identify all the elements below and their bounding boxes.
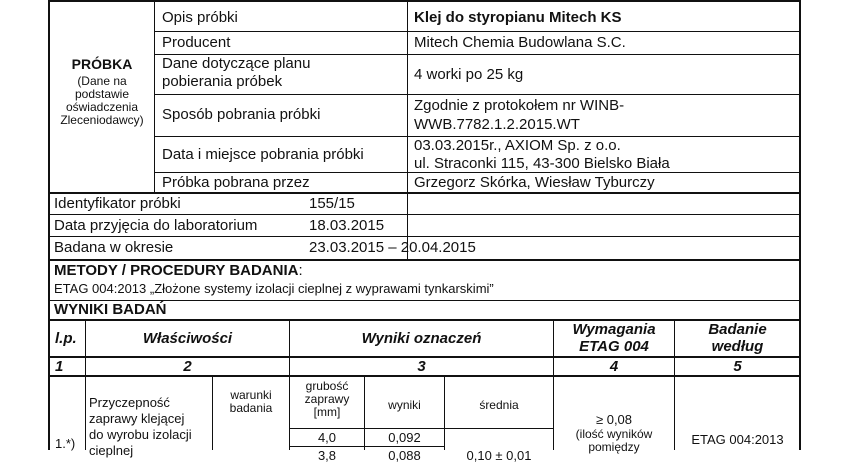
sample-label: Opis próbki	[162, 9, 238, 26]
sample-value: Klej do styropianu Mitech KS	[414, 9, 622, 26]
sample-section-note: oświadczenia	[65, 100, 139, 114]
row-property: cieplnej	[89, 443, 134, 458]
sample-value-divider	[407, 0, 408, 260]
sample-section-title: PRÓBKA	[71, 56, 133, 72]
subheader-mean: średnia	[479, 398, 519, 412]
subheader-conditions: warunki	[230, 388, 272, 402]
column-number: 1	[55, 358, 64, 375]
results-title: WYNIKI BADAŃ	[54, 301, 167, 318]
methods-title-text: METODY / PROCEDURY BADANIA	[54, 262, 299, 279]
row-line	[154, 31, 800, 32]
sample-section-note: podstawie	[74, 87, 130, 101]
column-number: 4	[609, 358, 619, 375]
requirement-note: pomiędzy	[588, 440, 640, 454]
sample-value: WWB.7782.1.2.2015.WT	[414, 116, 580, 133]
row-property: zaprawy klejącej	[89, 411, 185, 426]
sample-label: Sposób pobrania próbki	[162, 106, 321, 123]
header-requirements: Wymagania	[572, 321, 656, 338]
sample-value: ul. Straconki 115, 43-300 Bielsko Biała	[414, 155, 670, 172]
subheader-thickness: zaprawy	[304, 392, 350, 406]
sample-value: 4 worki po 25 kg	[414, 66, 524, 83]
header-results: Wyniki oznaczeń	[361, 330, 482, 347]
row-line	[154, 94, 800, 95]
sample-label: Data i miejsce pobrania próbki	[162, 146, 364, 163]
sample-label: Próbka pobrana przez	[162, 174, 310, 191]
col-line	[444, 376, 445, 450]
sample-label: Dane dotyczące planu	[162, 55, 311, 72]
row-line	[50, 259, 800, 261]
header-method: według	[711, 338, 764, 355]
row-line	[50, 236, 800, 237]
row-property: do wyrobu izolacji	[89, 427, 192, 442]
sample-label: Producent	[162, 34, 231, 51]
info-value: 155/15	[309, 195, 355, 212]
subheader-results: wyniki	[388, 398, 421, 412]
sample-value: Grzegorz Skórka, Wiesław Tyburczy	[414, 174, 655, 191]
header-properties: Właściwości	[142, 330, 233, 347]
methods-title	[54, 262, 303, 280]
header-lp: l.p.	[55, 330, 77, 347]
methods-title-suffix: :	[298, 262, 303, 279]
row-line	[50, 214, 800, 215]
thickness-value: 4,0	[317, 430, 337, 445]
method-value: ETAG 004:2013	[691, 432, 784, 447]
subheader-conditions: badania	[229, 401, 273, 415]
sample-label-divider	[154, 0, 155, 192]
sample-value: Mitech Chemia Budowlana S.C.	[414, 34, 626, 51]
subheader-thickness: [mm]	[313, 405, 341, 419]
border-right	[799, 0, 801, 450]
sample-label: pobierania próbek	[162, 73, 283, 90]
subheader-thickness: grubość	[305, 379, 349, 393]
sample-value: Zgodnie z protokołem nr WINB-	[414, 97, 625, 114]
result-value: 0,088	[388, 448, 421, 463]
info-label: Badana w okresie	[54, 239, 174, 256]
info-label: Identyfikator próbki	[54, 195, 181, 212]
top-border	[50, 0, 800, 2]
row-property: Przyczepność	[89, 395, 170, 410]
methods-text: ETAG 004:2013 „Złożone systemy izolacji cieplnej z wyprawami tynkarskimi”	[54, 281, 494, 296]
header-method: Badanie	[708, 321, 767, 338]
thickness-value: 3,8	[317, 448, 337, 463]
info-value: 23.03.2015 – 20.04.2015	[309, 239, 476, 256]
sample-section-note: (Dane na	[77, 74, 127, 88]
result-value: 0,092	[388, 430, 421, 445]
row-lp: 1.*)	[55, 436, 76, 451]
column-number: 2	[183, 358, 192, 375]
mean-value: 0,10 ± 0,01	[466, 448, 532, 463]
row-line	[50, 192, 800, 194]
header-requirements: ETAG 004	[579, 338, 649, 355]
requirement-note: (ilość wyników	[575, 427, 653, 441]
column-number: 3	[417, 358, 426, 375]
column-number: 5	[733, 358, 742, 375]
info-value: 18.03.2015	[309, 217, 385, 234]
sample-value: 03.03.2015r., AXIOM Sp. z o.o.	[414, 137, 621, 154]
info-label: Data przyjęcia do laboratorium	[54, 217, 258, 234]
sample-section-note: Zleceniodawcy)	[60, 113, 144, 127]
requirement-value: ≥ 0,08	[595, 412, 633, 427]
